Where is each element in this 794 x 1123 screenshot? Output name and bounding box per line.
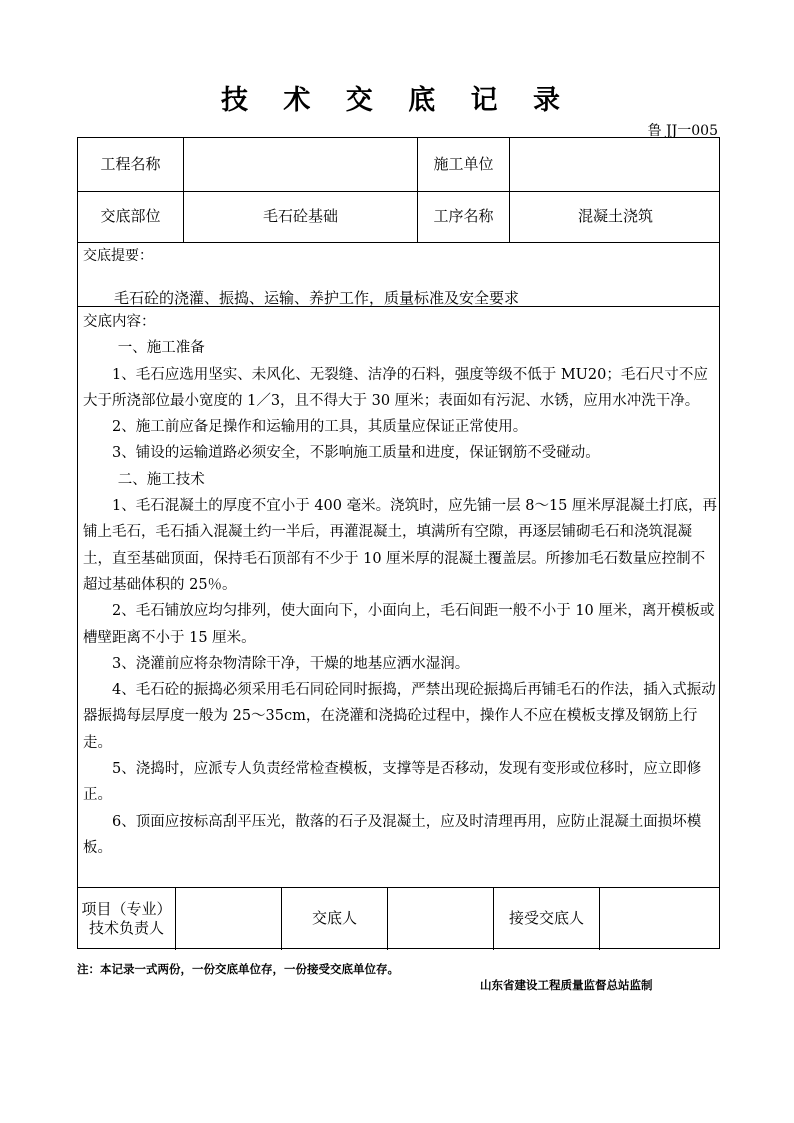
construction-unit-label: 施工单位 <box>418 138 510 191</box>
project-name-label: 工程名称 <box>78 138 184 191</box>
content-paragraph: 2、毛石铺放应均匀排列，使大面向下，小面向上，毛石间距一般不小于 10 厘米，离开模板或槽壁距离不小于 15 厘米。 <box>83 603 715 646</box>
issuer: 山东省建设工程质量监督总站监制 <box>480 978 653 992</box>
content-paragraph: 4、毛石砼的振捣必须采用毛石同砼同时振捣，严禁出现砼振捣后再铺毛石的作法，插入式振动器振捣每层厚度一般为 25～35cm，在浇灌和浇捣砼过程中，操作人不应在模板支撑及钢筋上行走。 <box>83 682 716 751</box>
content-row <box>78 307 719 888</box>
content-paragraph: 1、毛石应选用坚实、未风化、无裂缝、洁净的石料，强度等级不低于 MU20；毛石尺寸不应大于所浇部位最小宽度的 1／3，且不得大于 30 厘米；表面如有污泥、水锈，应用水冲洗干净。 <box>83 366 708 409</box>
tech-lead-label: 项目（专业） 技术负责人 <box>78 888 176 950</box>
footnote: 注：本记录一式两份，一份交底单位存，一份接受交底单位存。 <box>77 962 399 976</box>
content-paragraph: 一、施工准备 <box>117 340 205 357</box>
part-row <box>78 192 719 243</box>
content-paragraph: 3、铺设的运输道路必须安全，不影响施工质量和进度，保证钢筋不受碰动。 <box>112 445 600 462</box>
discloser-field[interactable] <box>388 888 494 950</box>
disclosure-form <box>77 137 720 949</box>
project-row <box>78 138 719 192</box>
summary-label: 交底提要： <box>83 248 153 264</box>
process-field[interactable]: 混凝土浇筑 <box>577 207 653 226</box>
document-title: 技 术 交 底 记 录 <box>221 85 573 116</box>
content-paragraph: 1、毛石混凝土的厚度不宜小于 400 毫米。浇筑时，应先铺一层 8～15 厘米厚混凝土打底，再铺上毛石，毛石插入混凝土约一半后，再灌混凝土，填满所有空隙，再逐层铺砌毛石和浇筑混凝土，直至基础顶面，保持毛石顶部有不少于 10 厘米厚的混凝土覆盖层。所掺加毛石数量应控制不超过基础体积的 25％。 <box>83 498 718 593</box>
receiver-field[interactable] <box>600 888 721 950</box>
content-paragraph: 5、浇捣时，应派专人负责经常检查模板，支撑等是否移动，发现有变形或位移时，应立即修正。 <box>83 761 702 804</box>
content-label: 交底内容： <box>83 314 156 330</box>
content-paragraph: 二、施工技术 <box>117 471 205 488</box>
part-label: 交底部位 <box>78 192 184 242</box>
tech-lead-field[interactable] <box>176 888 282 950</box>
project-name-field[interactable] <box>184 138 418 191</box>
discloser-label: 交底人 <box>282 888 388 950</box>
summary-row <box>78 243 719 307</box>
signature-row <box>78 888 719 950</box>
content-paragraph: 6、顶面应按标高刮平压光，散落的石子及混凝土，应及时清理再用，应防止混凝土面损坏模板。 <box>83 813 702 856</box>
content-body <box>83 309 717 861</box>
summary-text: 毛石砼的浇灌、振捣、运输、养护工作，质量标准及安全要求 <box>114 289 520 307</box>
form-code: 鲁 JJ一005 <box>647 123 718 139</box>
content-paragraph: 2、施工前应备足操作和运输用的工具，其质量应保证正常使用。 <box>112 419 528 436</box>
construction-unit-field[interactable] <box>510 138 721 191</box>
receiver-label: 接受交底人 <box>494 888 600 950</box>
process-label: 工序名称 <box>418 192 510 242</box>
part-field[interactable]: 毛石砼基础 <box>184 192 418 242</box>
content-paragraph: 3、浇灌前应将杂物清除干净，干燥的地基应洒水湿润。 <box>112 655 470 672</box>
